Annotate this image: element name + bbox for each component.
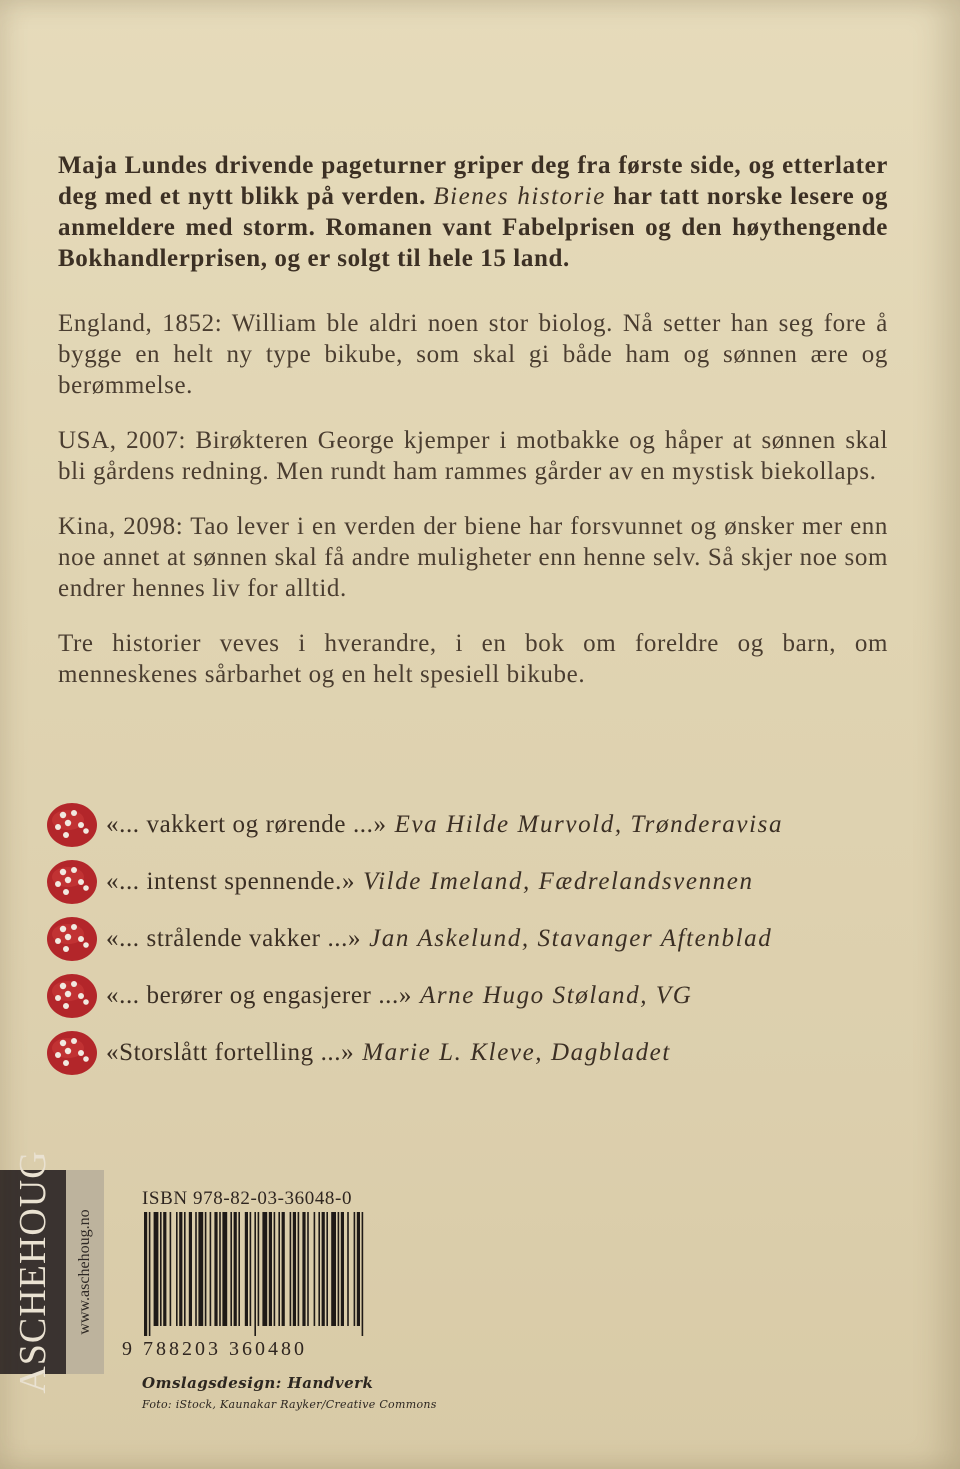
blurb-text bbox=[58, 150, 888, 714]
isbn-label: ISBN 978-82-03-36048-0 bbox=[142, 1188, 353, 1209]
barcode-bar bbox=[341, 1212, 344, 1326]
quote-text: «... vakkert og rørende ...» Eva Hilde Murvold, Trønderavisa bbox=[106, 810, 784, 838]
barcode-bar bbox=[176, 1212, 178, 1326]
blurb-lead bbox=[58, 150, 888, 274]
barcode-bar bbox=[189, 1212, 192, 1326]
review-quote bbox=[46, 1024, 906, 1081]
barcode-bar bbox=[331, 1212, 336, 1326]
barcode-bar bbox=[302, 1212, 305, 1326]
quote-source: Arne Hugo Støland, VG bbox=[419, 981, 693, 1009]
barcode-bar bbox=[262, 1212, 267, 1326]
barcode-bar bbox=[322, 1212, 325, 1326]
quote-text: «... intenst spennende.» Vilde Imeland, Fædrelandsvennen bbox=[106, 867, 754, 895]
barcode-bar bbox=[222, 1212, 227, 1326]
barcode-bar bbox=[219, 1212, 221, 1326]
barcode-image bbox=[118, 1212, 368, 1336]
blurb-lead-text: Maja Lundes drivende pageturner griper deg fra første side, og etterlater deg med et nytt blikk på verden. bbox=[58, 152, 888, 210]
dice-icon bbox=[46, 1029, 98, 1077]
barcode-bar bbox=[318, 1212, 320, 1326]
review-quote bbox=[46, 796, 906, 853]
dice-icon bbox=[46, 972, 98, 1020]
barcode-bar bbox=[250, 1212, 252, 1326]
cover-credits bbox=[142, 1374, 437, 1411]
barcode-bar bbox=[205, 1212, 207, 1326]
paragraph-usa: USA, 2007: Birøkteren George kjemper i motbakke og håper at sønnen skal bli gårdens redning. Men rundt ham rammes gårder av en mystisk biekollaps. bbox=[58, 427, 888, 485]
barcode-bar bbox=[282, 1212, 285, 1326]
barcode-bar bbox=[245, 1212, 248, 1326]
publisher-url: www.aschehoug.no bbox=[76, 1209, 93, 1335]
quote-source: Marie L. Kleve, Dagbladet bbox=[362, 1038, 671, 1066]
barcode-bar bbox=[293, 1212, 296, 1326]
barcode-bar bbox=[198, 1212, 203, 1326]
barcode-bar bbox=[179, 1212, 182, 1326]
quote-text: «Storslått fortelling ...» Marie L. Kleve, Dagbladet bbox=[106, 1038, 671, 1066]
dice-icon bbox=[46, 801, 98, 849]
barcode-bar bbox=[326, 1212, 328, 1326]
barcode-bar bbox=[274, 1212, 276, 1326]
barcode-bar bbox=[195, 1212, 197, 1326]
publisher-url-strip bbox=[66, 1170, 104, 1374]
barcode-bar bbox=[354, 1212, 356, 1326]
publisher-logo bbox=[0, 1150, 66, 1394]
review-quote bbox=[46, 967, 906, 1024]
quote-source: Eva Hilde Murvold, Trønderavisa bbox=[394, 810, 784, 838]
barcode-bar bbox=[144, 1212, 147, 1336]
barcode-bar bbox=[258, 1212, 260, 1326]
quote-text: «... strålende vakker ...» Jan Askelund, Stavanger Aftenblad bbox=[106, 924, 773, 952]
barcode-bar bbox=[214, 1212, 217, 1326]
barcode-bar bbox=[160, 1212, 162, 1326]
barcode-bar bbox=[278, 1212, 280, 1326]
barcode-bar bbox=[154, 1212, 159, 1326]
barcode-bar bbox=[163, 1212, 166, 1326]
barcode-bar bbox=[234, 1212, 237, 1326]
dice-icon bbox=[46, 915, 98, 963]
design-credit: Omslagsdesign: Handverk bbox=[142, 1374, 374, 1392]
barcode-bar bbox=[254, 1212, 256, 1336]
review-quote bbox=[46, 853, 906, 910]
barcode-bar bbox=[170, 1212, 172, 1326]
review-quote bbox=[46, 910, 906, 967]
paragraph-summary: Tre historier veves i hverandre, i en bok om foreldre og barn, om menneskenes sårbarhet og en helt spesiell bikube. bbox=[58, 630, 888, 688]
barcode-bar bbox=[314, 1212, 316, 1326]
barcode-bar bbox=[347, 1212, 349, 1326]
paragraph-england: England, 1852: William ble aldri noen stor biolog. Nå setter han seg fore å bygge en helt ny type bikube, som skal gi både ham og sønnen ære og berømmelse. bbox=[58, 310, 888, 399]
book-title-italic: Bienes historie bbox=[433, 183, 606, 210]
barcode-bar bbox=[238, 1212, 240, 1326]
barcode-bar bbox=[210, 1212, 212, 1326]
barcode-bar bbox=[362, 1212, 364, 1336]
barcode-bar bbox=[269, 1212, 272, 1326]
barcode-bar bbox=[230, 1212, 232, 1326]
barcode-first-digit: 9 bbox=[122, 1338, 132, 1360]
publisher-logo-text: ASCHEHOUG bbox=[12, 1150, 54, 1394]
blurb-lead-text-end: har tatt norske lesere og anmeldere med storm. Romanen vant Fabelprisen og den høythengende Bokhandlerprisen, og er solgt til hele 15 land. bbox=[58, 183, 889, 272]
quote-source: Jan Askelund, Stavanger Aftenblad bbox=[369, 924, 773, 952]
photo-credit: Foto: iStock, Kaunakar Rayker/Creative Commons bbox=[142, 1398, 437, 1411]
barcode-bar bbox=[338, 1212, 340, 1326]
barcode-bar bbox=[298, 1212, 300, 1326]
barcode-bar bbox=[357, 1212, 360, 1326]
quote-source: Vilde Imeland, Fædrelandsvennen bbox=[363, 867, 754, 895]
paragraph-kina: Kina, 2098: Tao lever i en verden der biene har forsvunnet og ønsker mer enn noe annet at sønnen skal få andre muligheter enn henne selv. Så skjer noe som endrer hennes liv for alltid. bbox=[58, 513, 888, 602]
quote-text: «... berører og engasjerer ...» Arne Hugo Støland, VG bbox=[106, 981, 693, 1009]
dice-icon bbox=[46, 858, 98, 906]
barcode-bar bbox=[290, 1212, 292, 1326]
barcode-digits: 788203 360480 bbox=[143, 1338, 307, 1360]
barcode-bar bbox=[307, 1212, 309, 1326]
barcode-bar bbox=[184, 1212, 186, 1326]
barcode-bar bbox=[149, 1212, 151, 1336]
review-quotes bbox=[46, 796, 906, 1081]
